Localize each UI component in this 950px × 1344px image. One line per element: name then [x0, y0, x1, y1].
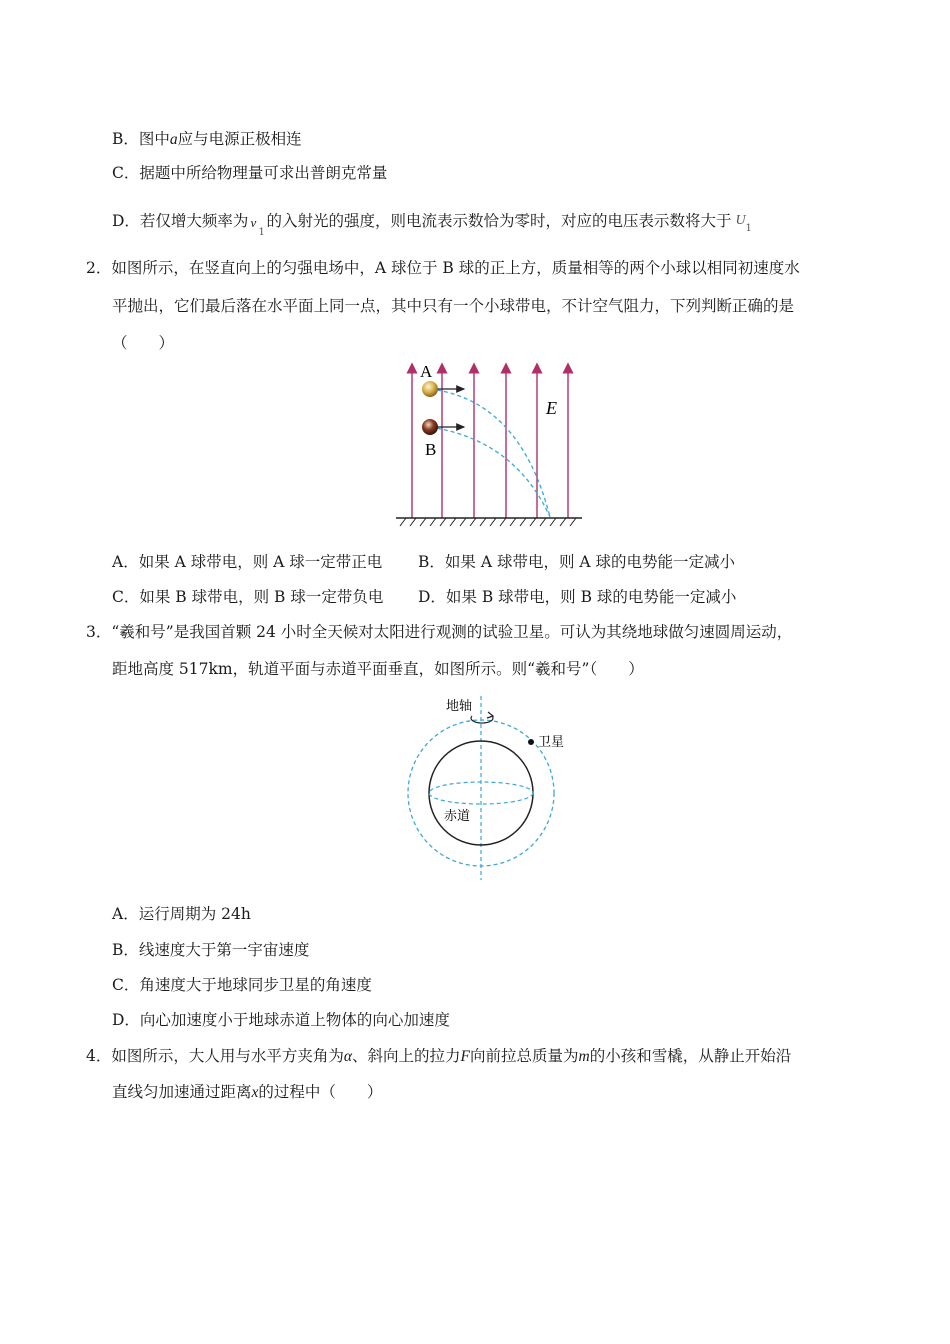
- ground: [396, 518, 582, 526]
- satellite-label: 卫星: [538, 735, 565, 750]
- label-b: B: [425, 440, 437, 459]
- equator: [429, 782, 533, 804]
- q3-line1: 3．“羲和号”是我国首颗 24 小时全天候对太阳进行观测的试验卫星。可认为其绕地球做匀速圆周运动，: [86, 623, 793, 641]
- q3-option-c: C．角速度大于地球同步卫星的角速度: [112, 976, 372, 994]
- q3-option-a: A．运行周期为 24h: [112, 905, 251, 923]
- trajectory-a: [430, 389, 550, 517]
- q2-line2: 平抛出，它们最后落在水平面上同一点，其中只有一个小球带电，不计空气阻力，下列判断正确的是: [112, 297, 795, 315]
- axis-label: 地轴: [446, 699, 473, 714]
- q2-option-c: C．如果 B 球带电，则 B 球一定带负电: [112, 588, 384, 606]
- q1-option-b: B．图中a应与电源正极相连: [112, 130, 302, 148]
- var-a: a: [169, 131, 178, 148]
- q2-line1: 2．如图所示，在竖直向上的匀强电场中，A 球位于 B 球的正上方，质量相等的两个小球以相同初速度水: [86, 259, 800, 277]
- q3-option-d: D．向心加速度小于地球赤道上物体的向心加速度: [112, 1011, 450, 1029]
- trajectory-b: [430, 427, 550, 517]
- q2-paren: （ ）: [112, 334, 175, 352]
- equator-label: 赤道: [444, 809, 471, 824]
- q3-line2: 距地高度 517km，轨道平面与赤道平面垂直，如图所示。则“羲和号”（ ）: [112, 660, 644, 678]
- orbit-figure: [400, 690, 570, 885]
- q2-option-d: D．如果 B 球带电，则 B 球的电势能一定减小: [418, 588, 737, 606]
- electric-field-figure: [390, 360, 590, 530]
- q2-option-b: B．如果 A 球带电，则 A 球的电势能一定减小: [418, 553, 735, 571]
- q1-option-d: D．若仅增大频率为 ν 1 的入射光的强度，则电流表示数恰为零时，对应的电压表示数将大于 U 1: [112, 212, 752, 238]
- q2-option-a: A．如果 A 球带电，则 A 球一定带正电: [112, 553, 383, 571]
- ball-b: [422, 419, 438, 435]
- q4-line2: 直线匀加速通过距离x的过程中（ ）: [112, 1083, 383, 1101]
- label-e: E: [546, 398, 557, 418]
- q4-line1: 4．如图所示，大人用与水平方夹角为α、斜向上的拉力F向前拉总质量为m的小孩和雪橇，从静止开始沿: [86, 1047, 792, 1065]
- satellite: [528, 739, 534, 745]
- q1-option-c: C．据题中所给物理量可求出普朗克常量: [112, 164, 388, 182]
- label-a: A: [420, 362, 433, 381]
- ball-a: [422, 381, 438, 397]
- q3-option-b: B．线速度大于第一宇宙速度: [112, 941, 310, 959]
